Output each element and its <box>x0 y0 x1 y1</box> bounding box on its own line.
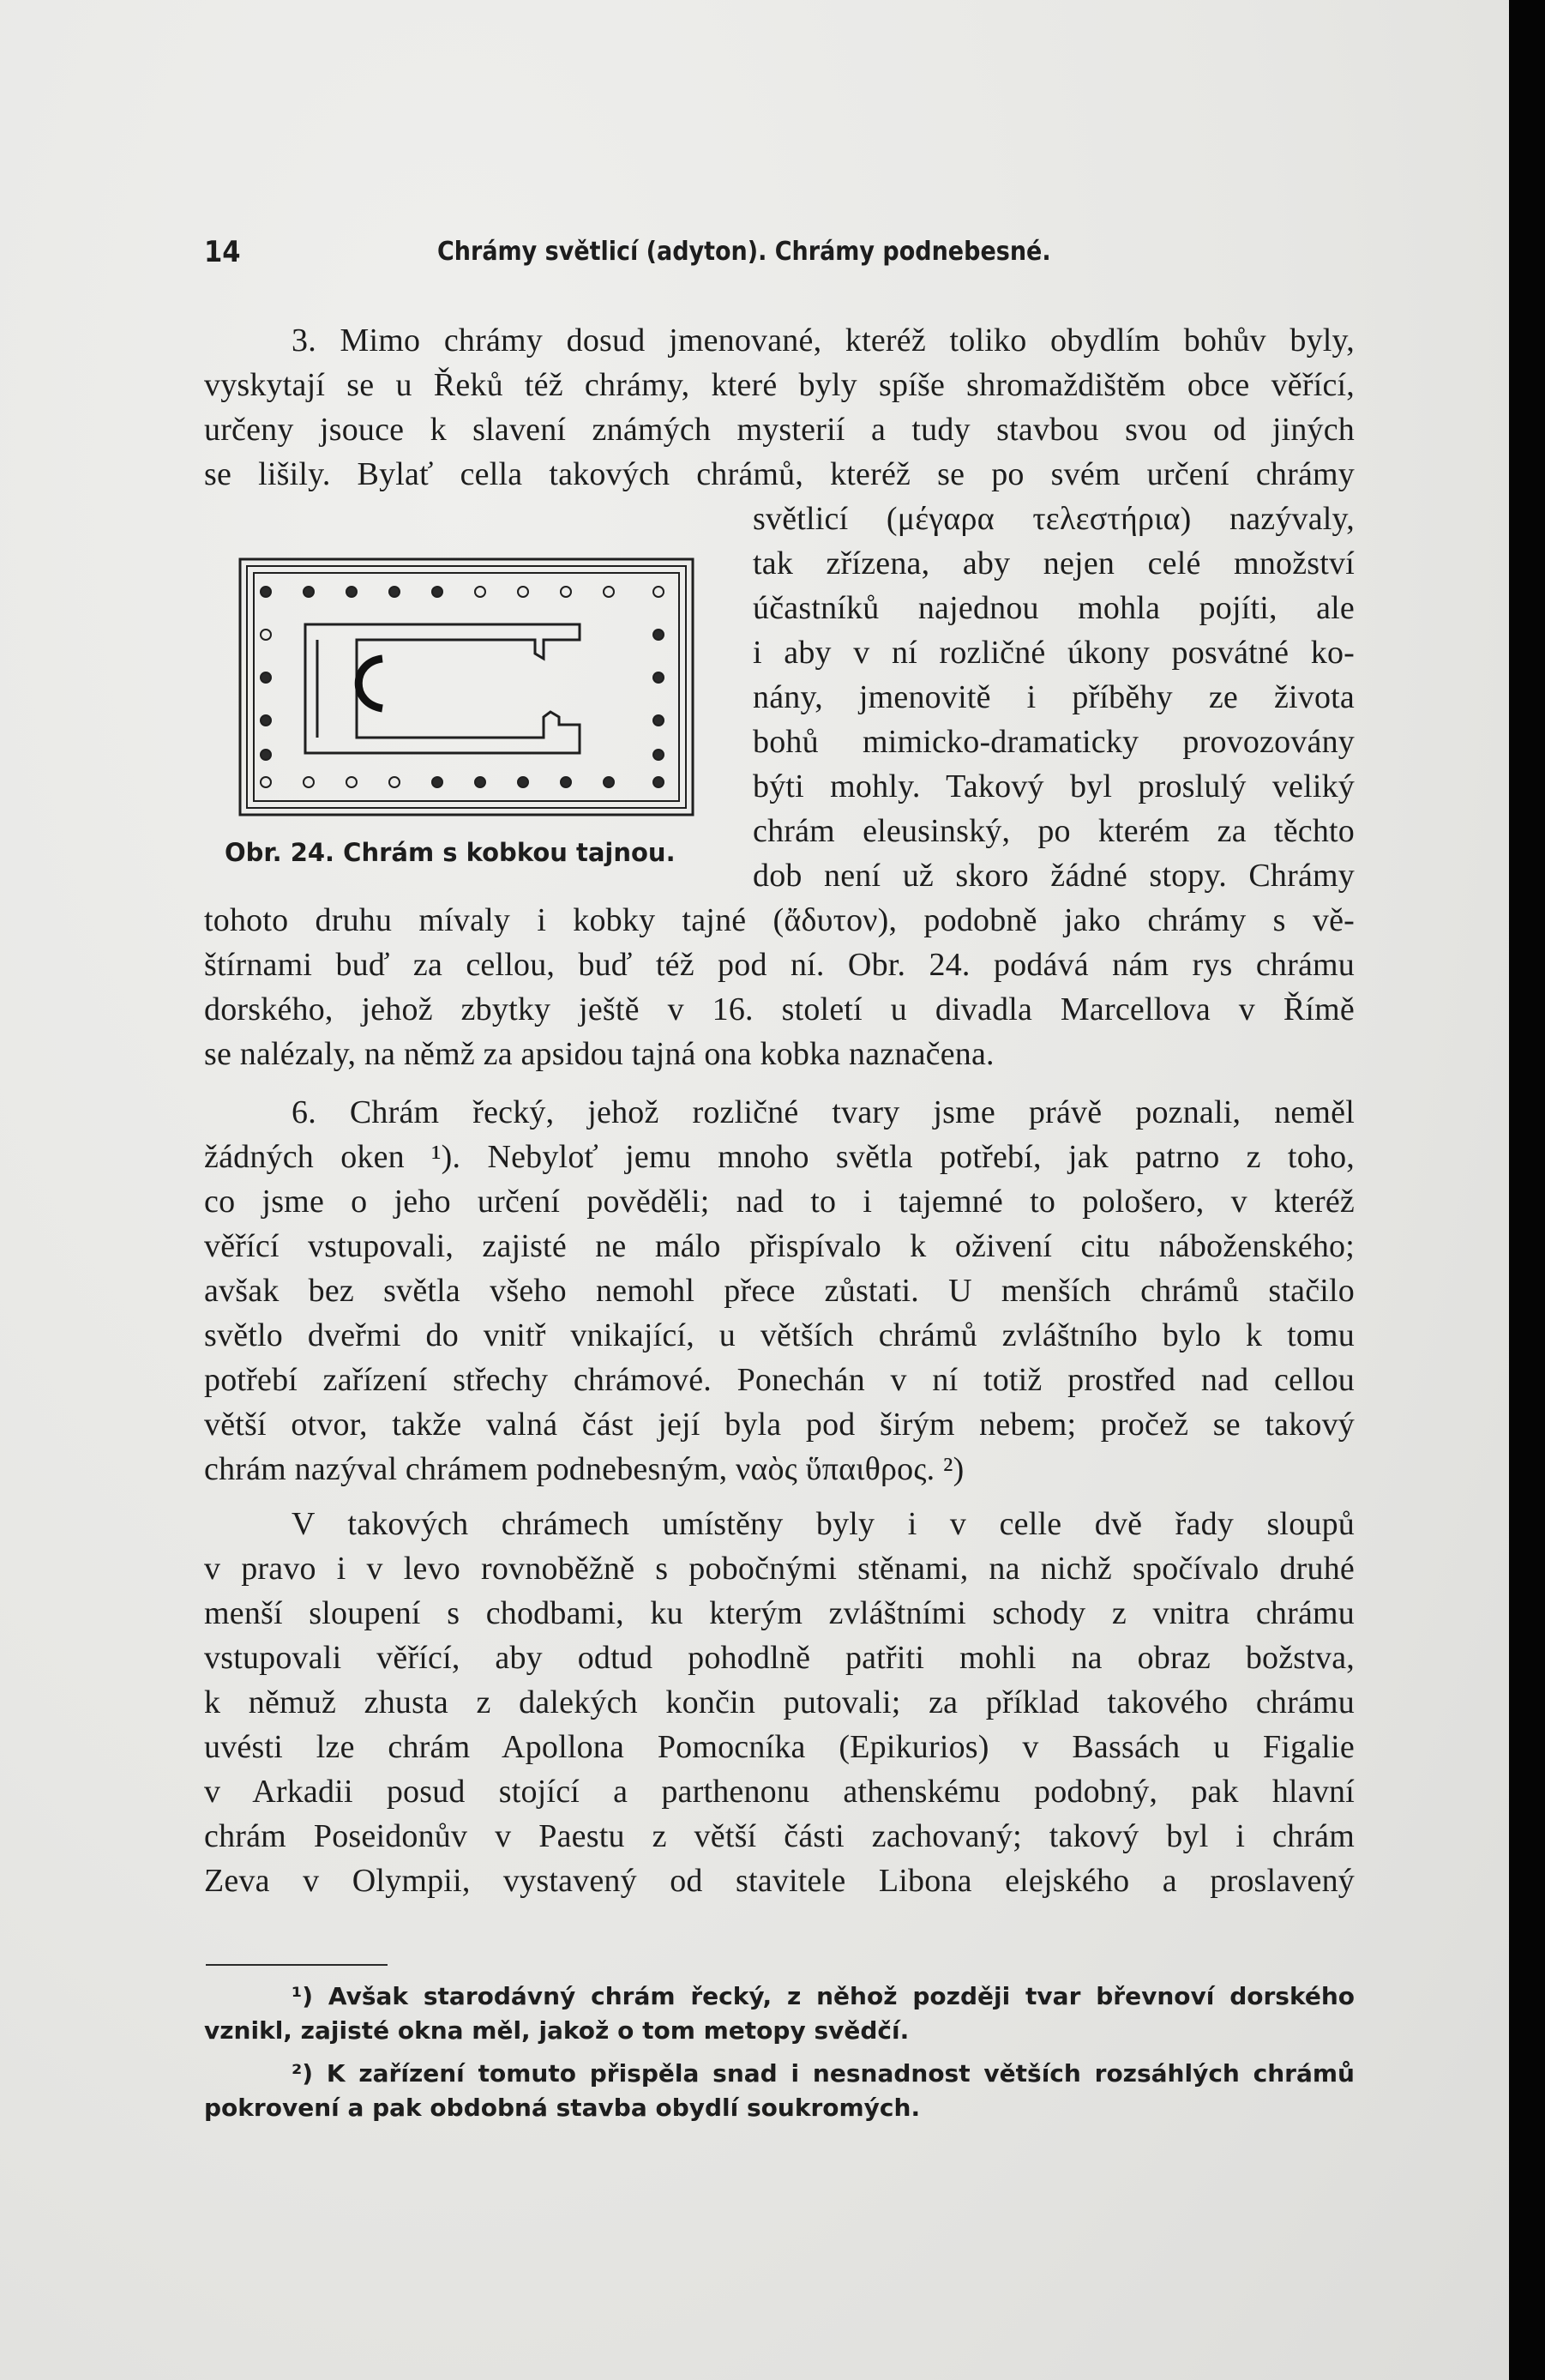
text-line: štírnami buď za cellou, buď též pod ní. Obr. 24. podává nám rys chrámu <box>204 947 1355 983</box>
scan-edge <box>1509 0 1545 2380</box>
footnote-line: pokrovení a pak obdobná stavba obydlí soukromých. <box>204 2094 921 2122</box>
text-line: větší otvor, takže valná část její byla pod širým nebem; pročež se takový <box>204 1407 1355 1443</box>
text-line: avšak bez světla všeho nemohl přece zůstati. U menších chrámů stačilo <box>204 1273 1355 1309</box>
footnote-line: ²) K zařízení tomuto přispěla snad i nesnadnost větších rozsáhlých chrámů <box>292 2059 1355 2088</box>
text-line: se nalézaly, na němž za apsidou tajná ona kobka naznačena. <box>204 1036 995 1072</box>
footnote-line: vznikl, zajisté okna měl, jakož o tom metopy svědčí. <box>204 2016 910 2045</box>
text-line: býti mohly. Takový byl proslulý veliký <box>753 768 1355 804</box>
temple-plan-drawing <box>238 557 694 816</box>
text-line: tak zřízena, aby nejen celé množství <box>753 545 1355 581</box>
text-line: světlo dveřmi do vnitř vnikající, u větších chrámů zvláštního bylo k tomu <box>204 1317 1355 1353</box>
text-line: v pravo i v levo rovnoběžně s pobočnými stěnami, na nichž spočívalo druhé <box>204 1551 1355 1587</box>
text-line: chrám eleusinský, po kterém za těchto <box>753 813 1355 849</box>
figure-caption: Obr. 24. Chrám s kobkou tajnou. <box>225 838 676 867</box>
text-line: k němuž zhusta z dalekých končin putovali; za příklad takového chrámu <box>204 1684 1355 1720</box>
footnote-line: ¹) Avšak starodávný chrám řecký, z něhož později tvar břevnoví dorského <box>292 1982 1355 2010</box>
text-line: chrám nazýval chrámem podnebesným, ναὸς ὕπαιθρος. ²) <box>204 1451 965 1487</box>
text-line: uvésti lze chrám Apollona Pomocníka (Epikurios) v Bassách u Figalie <box>204 1729 1355 1765</box>
text-line: dorského, jehož zbytky ještě v 16. století u divadla Marcellova v Římě <box>204 991 1355 1027</box>
page-number: 14 <box>204 235 241 269</box>
text-line: světlicí (μέγαρα τελεστήρια) nazývaly, <box>753 501 1355 537</box>
text-line: nány, jmenovitě i příběhy ze života <box>753 679 1355 715</box>
running-title: Chrámy světlicí (adyton). Chrámy podnebesné. <box>437 237 1051 267</box>
text-line: 3. Mimo chrámy dosud jmenované, kteréž toliko obydlím bohův byly, <box>292 322 1355 359</box>
text-line: vstupovali věřící, aby odtud pohodlně patřiti mohli na obraz božstva, <box>204 1640 1355 1676</box>
text-line: dob není už skoro žádné stopy. Chrámy <box>753 858 1355 894</box>
text-line: věřící vstupovali, zajisté ne málo přispívalo k oživení citu náboženského; <box>204 1228 1355 1264</box>
text-line: V takových chrámech umístěny byly i v celle dvě řady sloupů <box>292 1506 1355 1542</box>
text-line: účastníků najednou mohla pojíti, ale <box>753 590 1355 626</box>
text-line: i aby v ní rozličné úkony posvátné ko- <box>753 635 1355 671</box>
text-line: 6. Chrám řecký, jehož rozličné tvary jsme právě poznali, neměl <box>292 1094 1355 1130</box>
page-header <box>204 230 1332 278</box>
text-line: co jsme o jeho určení pověděli; nad to i tajemné to pološero, v kteréž <box>204 1184 1355 1220</box>
text-line: potřebí zařízení střechy chrámové. Ponechán v ní totiž prostřed nad cellou <box>204 1362 1355 1398</box>
text-line: tohoto druhu mívaly i kobky tajné (ἄδυτον), podobně jako chrámy s vě- <box>204 902 1355 938</box>
text-line: menší sloupení s chodbami, ku kterým zvláštními schody z vnitra chrámu <box>204 1595 1355 1631</box>
text-line: bohů mimicko-dramaticky provozovány <box>753 724 1355 760</box>
footnote-rule <box>206 1964 388 1966</box>
text-line: v Arkadii posud stojící a parthenonu athenskému podobný, pak hlavní <box>204 1774 1355 1810</box>
text-line: se lišily. Bylať cella takových chrámů, kteréž se po svém určení chrámy <box>204 456 1355 492</box>
text-line: určeny jsouce k slavení známých mysterií a tudy stavbou svou od jiných <box>204 412 1355 448</box>
text-line: Zeva v Olympii, vystavený od stavitele Libona elejského a proslavený <box>204 1863 1355 1899</box>
temple-plan-figure <box>238 557 694 816</box>
text-line: žádných oken ¹). Nebyloť jemu mnoho světla potřebí, jak patrno z toho, <box>204 1139 1355 1175</box>
text-line: vyskytají se u Řeků též chrámy, které byly spíše shromaždištěm obce věřící, <box>204 367 1355 403</box>
text-line: chrám Poseidonův v Paestu z větší části zachovaný; takový byl i chrám <box>204 1818 1355 1854</box>
